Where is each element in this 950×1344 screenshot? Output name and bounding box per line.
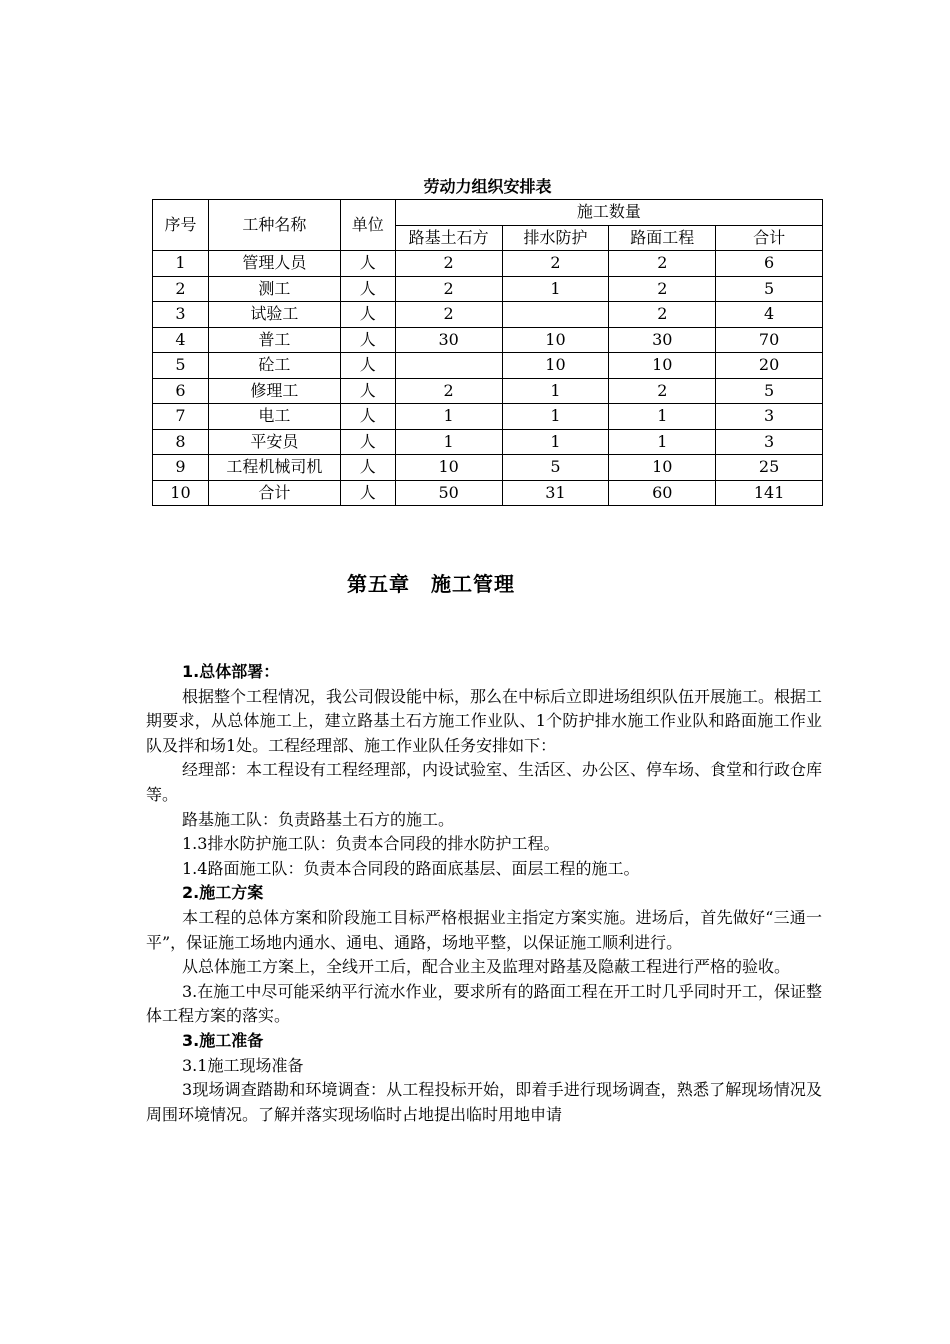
cell-total: 5 [716,276,823,302]
cell-total: 3 [716,429,823,455]
paragraph: 1.4路面施工队：负责本合同段的路面底基层、面层工程的施工。 [182,858,640,878]
cell-total: 6 [716,251,823,277]
table-row [153,429,823,455]
cell-drainage: 10 [502,327,609,353]
cell-drainage: 2 [502,251,609,277]
cell-drainage: 1 [502,429,609,455]
cell-drainage: 1 [502,404,609,430]
paragraph: 经理部：本工程设有工程经理部，内设试验室、生活区、办公区、停车场、食堂和行政仓库等。 [146,760,823,804]
cell-seq: 9 [153,455,209,481]
header-unit: 单位 [340,200,395,251]
cell-pavement: 1 [609,404,716,430]
cell-unit: 人 [340,276,395,302]
paragraph: 3.1施工现场准备 [182,1055,304,1075]
cell-unit: 人 [340,302,395,328]
cell-trade: 工程机械司机 [208,455,340,481]
cell-roadbed: 30 [395,327,502,353]
body-text [146,660,822,1127]
cell-trade: 普工 [208,327,340,353]
table-caption: 劳动力组织安排表 [423,177,552,196]
header-seq: 序号 [153,200,209,251]
paragraph: 3现场调查踏勘和环境调查：从工程投标开始，即着手进行现场调查，熟悉了解现场情况及周围环境情况。了解并落实现场临时占地提出临时用地申请 [146,1080,822,1124]
cell-pavement: 10 [609,455,716,481]
cell-seq: 3 [153,302,209,328]
cell-seq: 8 [153,429,209,455]
cell-trade: 平安员 [208,429,340,455]
cell-drainage: 5 [502,455,609,481]
cell-trade: 砼工 [208,353,340,379]
table-row [153,353,823,379]
header-pavement: 路面工程 [609,225,716,251]
cell-seq: 6 [153,378,209,404]
header-quantity: 施工数量 [395,200,822,226]
cell-pavement: 2 [609,276,716,302]
cell-unit: 人 [340,251,395,277]
header-drainage: 排水防护 [502,225,609,251]
cell-roadbed: 1 [395,429,502,455]
header-trade: 工种名称 [208,200,340,251]
cell-unit: 人 [340,429,395,455]
cell-pavement: 10 [609,353,716,379]
cell-roadbed: 10 [395,455,502,481]
header-total: 合计 [716,225,823,251]
cell-unit: 人 [340,455,395,481]
paragraph: 1.3排水防护施工队：负责本合同段的排水防护工程。 [182,834,560,854]
header-row [153,200,823,226]
cell-roadbed: 2 [395,251,502,277]
cell-trade: 管理人员 [208,251,340,277]
cell-total: 3 [716,404,823,430]
cell-drainage [502,302,609,328]
cell-pavement: 2 [609,302,716,328]
cell-roadbed: 1 [395,404,502,430]
cell-unit: 人 [340,327,395,353]
cell-pavement: 30 [609,327,716,353]
header-roadbed: 路基土石方 [395,225,502,251]
cell-trade: 试验工 [208,302,340,328]
table-row [153,455,823,481]
cell-drainage: 10 [502,353,609,379]
paragraph: 路基施工队：负责路基土石方的施工。 [182,809,455,829]
cell-roadbed: 2 [395,378,502,404]
paragraph: 3.在施工中尽可能采纳平行流水作业，要求所有的路面工程在开工时几乎同时开工，保证整体工程方案的落实。 [146,981,822,1026]
table-row [153,302,823,328]
cell-trade: 测工 [208,276,340,302]
section-heading: 1.总体部署： [182,662,280,681]
paragraph: 本工程的总体方案和阶段施工目标严格根据业主指定方案实施。进场后，首先做好“三通一平”，保证施工场地内通水、通电、通路，场地平整，以保证施工顺利进行。 [146,907,822,952]
cell-total: 70 [716,327,823,353]
chapter-title: 第五章 施工管理 [347,572,515,596]
cell-seq: 5 [153,353,209,379]
cell-pavement: 1 [609,429,716,455]
cell-seq: 1 [153,251,209,277]
cell-total: 20 [716,353,823,379]
cell-total: 4 [716,302,823,328]
cell-pavement: 2 [609,378,716,404]
cell-roadbed: 50 [395,480,502,506]
paragraph: 从总体施工方案上，全线开工后，配合业主及监理对路基及隐蔽工程进行严格的验收。 [182,957,791,977]
cell-drainage: 31 [502,480,609,506]
table-row [153,480,823,506]
cell-total: 25 [716,455,823,481]
cell-unit: 人 [340,404,395,430]
cell-drainage: 1 [502,276,609,302]
paragraph: 根据整个工程情况，我公司假设能中标，那么在中标后立即进场组织队伍开展施工。根据工期要求，从总体施工上，建立路基土石方施工作业队、1个防护排水施工作业队和路面施工作业队及拌和场1处。工程经理部、施工作业队任务安排如下： [146,686,823,755]
table-row [153,276,823,302]
cell-seq: 2 [153,276,209,302]
cell-unit: 人 [340,378,395,404]
cell-seq: 10 [153,480,209,506]
cell-trade: 修理工 [208,378,340,404]
cell-pavement: 2 [609,251,716,277]
section-heading: 2.施工方案 [182,883,264,903]
section-heading: 3.施工准备 [182,1030,264,1050]
table-body [153,251,823,506]
cell-seq: 4 [153,327,209,353]
cell-unit: 人 [340,353,395,379]
cell-total: 141 [716,480,823,506]
table-row [153,327,823,353]
cell-roadbed [395,353,502,379]
cell-drainage: 1 [502,378,609,404]
table-row [153,378,823,404]
table-row [153,251,823,277]
cell-seq: 7 [153,404,209,430]
cell-pavement: 60 [609,480,716,506]
cell-total: 5 [716,378,823,404]
cell-trade: 合计 [208,480,340,506]
labor-table [152,199,823,506]
cell-unit: 人 [340,480,395,506]
cell-roadbed: 2 [395,276,502,302]
table-row [153,404,823,430]
cell-roadbed: 2 [395,302,502,328]
cell-trade: 电工 [208,404,340,430]
